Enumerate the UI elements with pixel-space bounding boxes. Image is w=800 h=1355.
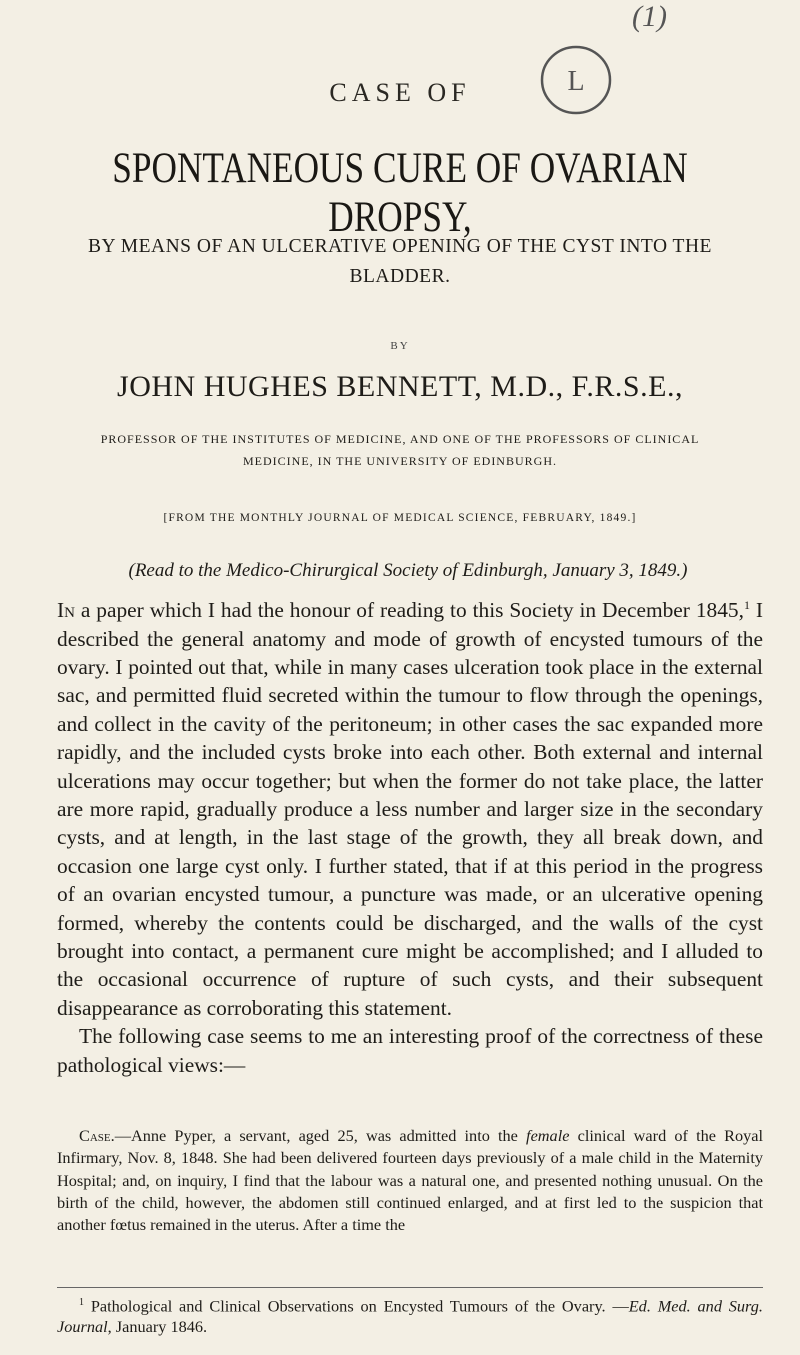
- paragraph-2: The following case seems to me an interesting proof of the correctness of these pathological views:—: [57, 1024, 763, 1077]
- footnote-source: Ed. Med. and Surg. Journal: [57, 1296, 764, 1337]
- footnote-text-a: Pathological and Clinical Observations on Encysted Tumours of the Ovary. —: [84, 1296, 629, 1316]
- case-text-a: —Anne Pyper, a servant, aged 25, was admitted into the: [114, 1126, 527, 1145]
- case-paragraph: [57, 1125, 763, 1236]
- main-text: [57, 591, 763, 1079]
- case-text-b: clinical ward of the Royal Infirmary, Nov. 8, 1848. She had been delivered fourteen days previously of a male child in the Maternity Hospital; and, on inquiry, I find that the labour was a natural one, and presented nothing unusual. On the birth of the child, however, the abdomen still continued enlarged, and at first led to the suspicion that another fœtus remained in the uterus. After a time the: [57, 1126, 763, 1235]
- case-label: Case.: [79, 1126, 115, 1145]
- author-name: JOHN HUGHES BENNETT, M.D., F.R.S.E.,: [117, 370, 683, 403]
- case-report: [57, 1125, 763, 1236]
- subtitle: BY MEANS OF AN ULCERATIVE OPENING OF THE CYST INTO THE BLADDER.: [88, 236, 712, 287]
- source-note: [FROM THE MONTHLY JOURNAL OF MEDICAL SCIENCE, FEBRUARY, 1849.]: [163, 512, 637, 524]
- footnote-text-b: , January 1846.: [107, 1317, 208, 1337]
- footnote-marker: 1: [79, 1297, 84, 1308]
- paragraph-1-part-a: a paper which I had the honour of reading to this Society in December 1845,: [74, 598, 744, 623]
- paragraph-1-part-b: I described the general anatomy and mode of growth of encysted tumours of the ovary. I pointed out that, while in many cases ulceration took place in the external sac, and permitted fluid secreted within the tumour to flow through the openings, and collect in the cavity of the peritoneum; in other cases the sac expanded more rapidly, and the included cysts broke into each other. Both external and internal ulcerations may occur together; but when the former do not take place, the latter are more rapid, gradually produce a less number and larger size in the secondary cysts, and at length, in the last stage of the growth, they all break down, and occasion one large cyst only. I further stated, that if at this period in the progress of an ovarian encysted tumour, a puncture was made, or an ulcerative opening formed, whereby the contents could be discharged, and the walls of the cyst brought into contact, a permanent cure might be accomplished; and I alluded to the occasional occurrence of rupture of such cysts, and their subsequent disappearance as corroborating this statement.: [57, 598, 763, 1020]
- case-text-emphasis: female: [526, 1126, 570, 1145]
- footnote-divider: [57, 1287, 763, 1288]
- page-title: SPONTANEOUS CURE OF OVARIAN DROPSY,: [112, 145, 688, 241]
- footnote: [57, 1292, 763, 1337]
- footnote-ref: 1: [743, 598, 750, 612]
- author-affiliation: PROFESSOR OF THE INSTITUTES OF MEDICINE, AND ONE OF THE PROFESSORS OF CLINICAL MEDICINE, IN THE UNIVERSITY OF EDINBURGH.: [100, 432, 700, 468]
- case-of-heading: CASE OF: [329, 78, 471, 107]
- handwritten-mark: (1): [632, 0, 667, 33]
- drop-word: In: [57, 598, 75, 623]
- by-label: BY: [390, 340, 410, 352]
- read-note: (Read to the Medico-Chirurgical Society of Edinburgh, January 3, 1849.): [128, 560, 688, 581]
- stamp-letter: L: [567, 66, 585, 97]
- paragraph-1: [57, 591, 763, 1022]
- footnote-paragraph: [57, 1292, 763, 1337]
